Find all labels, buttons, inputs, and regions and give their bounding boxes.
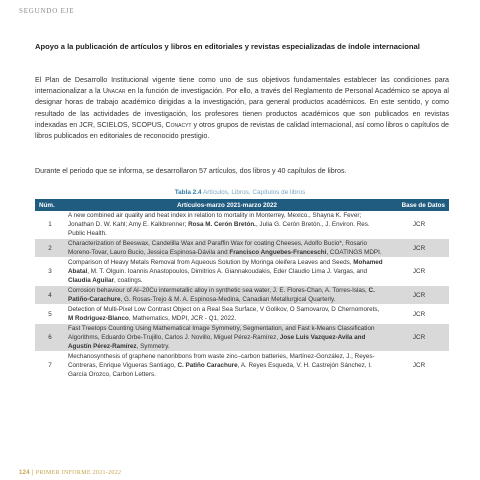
table-row [35,211,449,239]
header-articles: Artículos-marzo 2021-marzo 2022 [65,199,389,211]
author-highlight: C. Patiño-Carachure [68,287,375,303]
section-title: Apoyo a la publicación de artículos y libros en editoriales y revistas especializadas de índole internacional [35,42,420,51]
article-text: A new combined air quality and heat index in relation to mortality in Monterrey, Mexico., Shayna K. Fever; Jonathan D. W. Kahl; Amy E. Kalkbrenner; [68,212,362,228]
row-database: JCR [389,258,449,286]
row-article [65,239,389,258]
table-header-row [35,199,449,211]
article-text: , coatings. [113,277,143,284]
report-title: PRIMER INFORME 2021-2022 [35,470,122,476]
row-article [65,211,389,239]
page-number: 124 [19,470,30,476]
article-text: Mechanosynthesis of graphene nanoribbons from waste zinc–carbon batteries, Martínez-González, J., Reyes-Contreras, Enrique Vigueras Santiago, [68,353,375,369]
row-database: JCR [389,324,449,352]
row-database: JCR [389,305,449,324]
section-header-label: SEGUNDO EJE [19,7,75,15]
paragraph-intro-part-c: y otros grupos de revistas de calidad internacional, así como libros o capítulos de libros publicados en editoriales de reconocido prestigio. [35,120,449,141]
article-text: , COATINGS MDPI. [326,249,382,256]
article-text: , A. Reyes Esqueda, V. H. Castrejón Sánchez, I. García Orozco, Carbon Letters. [68,362,372,378]
author-highlight: Francisco Anguebes-Franceschi [229,249,327,256]
row-number: 4 [35,286,65,305]
author-highlight: M Rodriguez-Blanco [68,315,129,322]
article-text: , Mathematics, MDPI, JCR - Q1, 2022. [128,315,237,322]
row-number: 5 [35,305,65,324]
article-text: , G. Rosas-Trejo & M. A. Espinosa-Medina, Canadian Metallurgical Quarterly. [120,296,336,303]
article-text: Corrosion behaviour of Al–20Cu intermetallic alloy in synthetic sea water, J. E. Flores-Chan, A. Torres-Islas, [68,287,369,294]
author-highlight: C. Patiño Carachure [177,362,238,369]
conacyt-name: Conacyt [165,120,192,129]
paragraph-intro-part-b: en la función de investigación. Por ello, a través del Reglamento de Personal Académico se apoya al designar horas de trabajo académico dirigidas a la investigación, para general productos académicos. En este sentido, y como resultado de las actividades de investigación, los profesores tienen productos académicos que son publicados en revistas indexadas en JCR, SCIELOS, SCOPUS, [35,87,449,129]
table-row [35,286,449,305]
row-article [65,286,389,305]
row-article [65,324,389,352]
row-number: 1 [35,211,65,239]
article-text: , Symmetry. [136,343,170,350]
paragraph-intro-part-a: El Plan de Desarrollo Institucional vigente tiene como uno de sus objetivos fundamentales establecer las condiciones para internacionalizar a la [35,76,449,96]
paragraph-intro [35,75,449,142]
row-number: 6 [35,324,65,352]
table-caption-label: Tabla 2.4 [174,189,202,196]
unacar-name: Unacar [102,87,126,96]
paragraph-summary: Durante el periodo que se informa, se desarrollaron 57 artículos, dos libros y 40 capítulos de libros. [35,167,347,175]
article-text: Comparison of Heavy Metals Removal from Aqueous Solution by Moringa oleifera Leaves and Seeds, [68,259,354,266]
table-row [35,239,449,258]
articles-table [35,199,449,380]
header-base: Base de Datos [389,199,449,211]
article-text: Detection of Multi-Pixel Low Contrast Object on a Real Sea Surface, V Golikov, O Samovarov, D Chernomorets, [68,306,380,313]
table-row [35,258,449,286]
author-highlight: Claudia Aguilar [68,277,114,284]
author-highlight: Jose Luis Vazquez-Avila and Agustín Pérez-Ramírez [68,334,366,350]
table-caption [0,189,480,196]
row-database: JCR [389,211,449,239]
article-text: Fast Treetops Counting Using Mathematical Image Symmetry, Segmentation, and Fast k-Means Classification Algorithms, Eduardo Orbe-Trujillo, Carlos J. Novillo, Miguel Pérez-Ramírez, [68,325,375,341]
row-database: JCR [389,352,449,380]
table-row [35,352,449,380]
author-highlight: Mohamed Abatal [68,259,383,275]
page-footer [19,470,121,476]
row-database: JCR [389,239,449,258]
article-text: , Julia G. Cerón Bretón., J. Environ. Res. Public Health. [68,221,370,237]
row-number: 7 [35,352,65,380]
row-number: 2 [35,239,65,258]
article-text: Characterization of Beeswax, Candelilla Wax and Paraffin Wax for coating Cheeses, Adolfo Bucio*, Rosario Moreno-Tovar, Lauro Bucio, Jessica Espinosa-Dávila and [68,240,368,256]
row-number: 3 [35,258,65,286]
article-text: , M. T. Olguin. Ioannis Anastopoulos, Dimitrios A. Giannakoudakis, Eder Claudio Lima J. Vargas, and [87,268,368,275]
row-article [65,305,389,324]
row-database: JCR [389,286,449,305]
header-num: Núm. [35,199,65,211]
row-article [65,258,389,286]
table-caption-text: Artículos, Libros, Capítulos de libros [201,189,306,196]
author-highlight: Rosa M. Cerón Bretón. [188,221,256,228]
row-article [65,352,389,380]
table-row [35,305,449,324]
table-row [35,324,449,352]
footer-separator: | [31,470,34,476]
